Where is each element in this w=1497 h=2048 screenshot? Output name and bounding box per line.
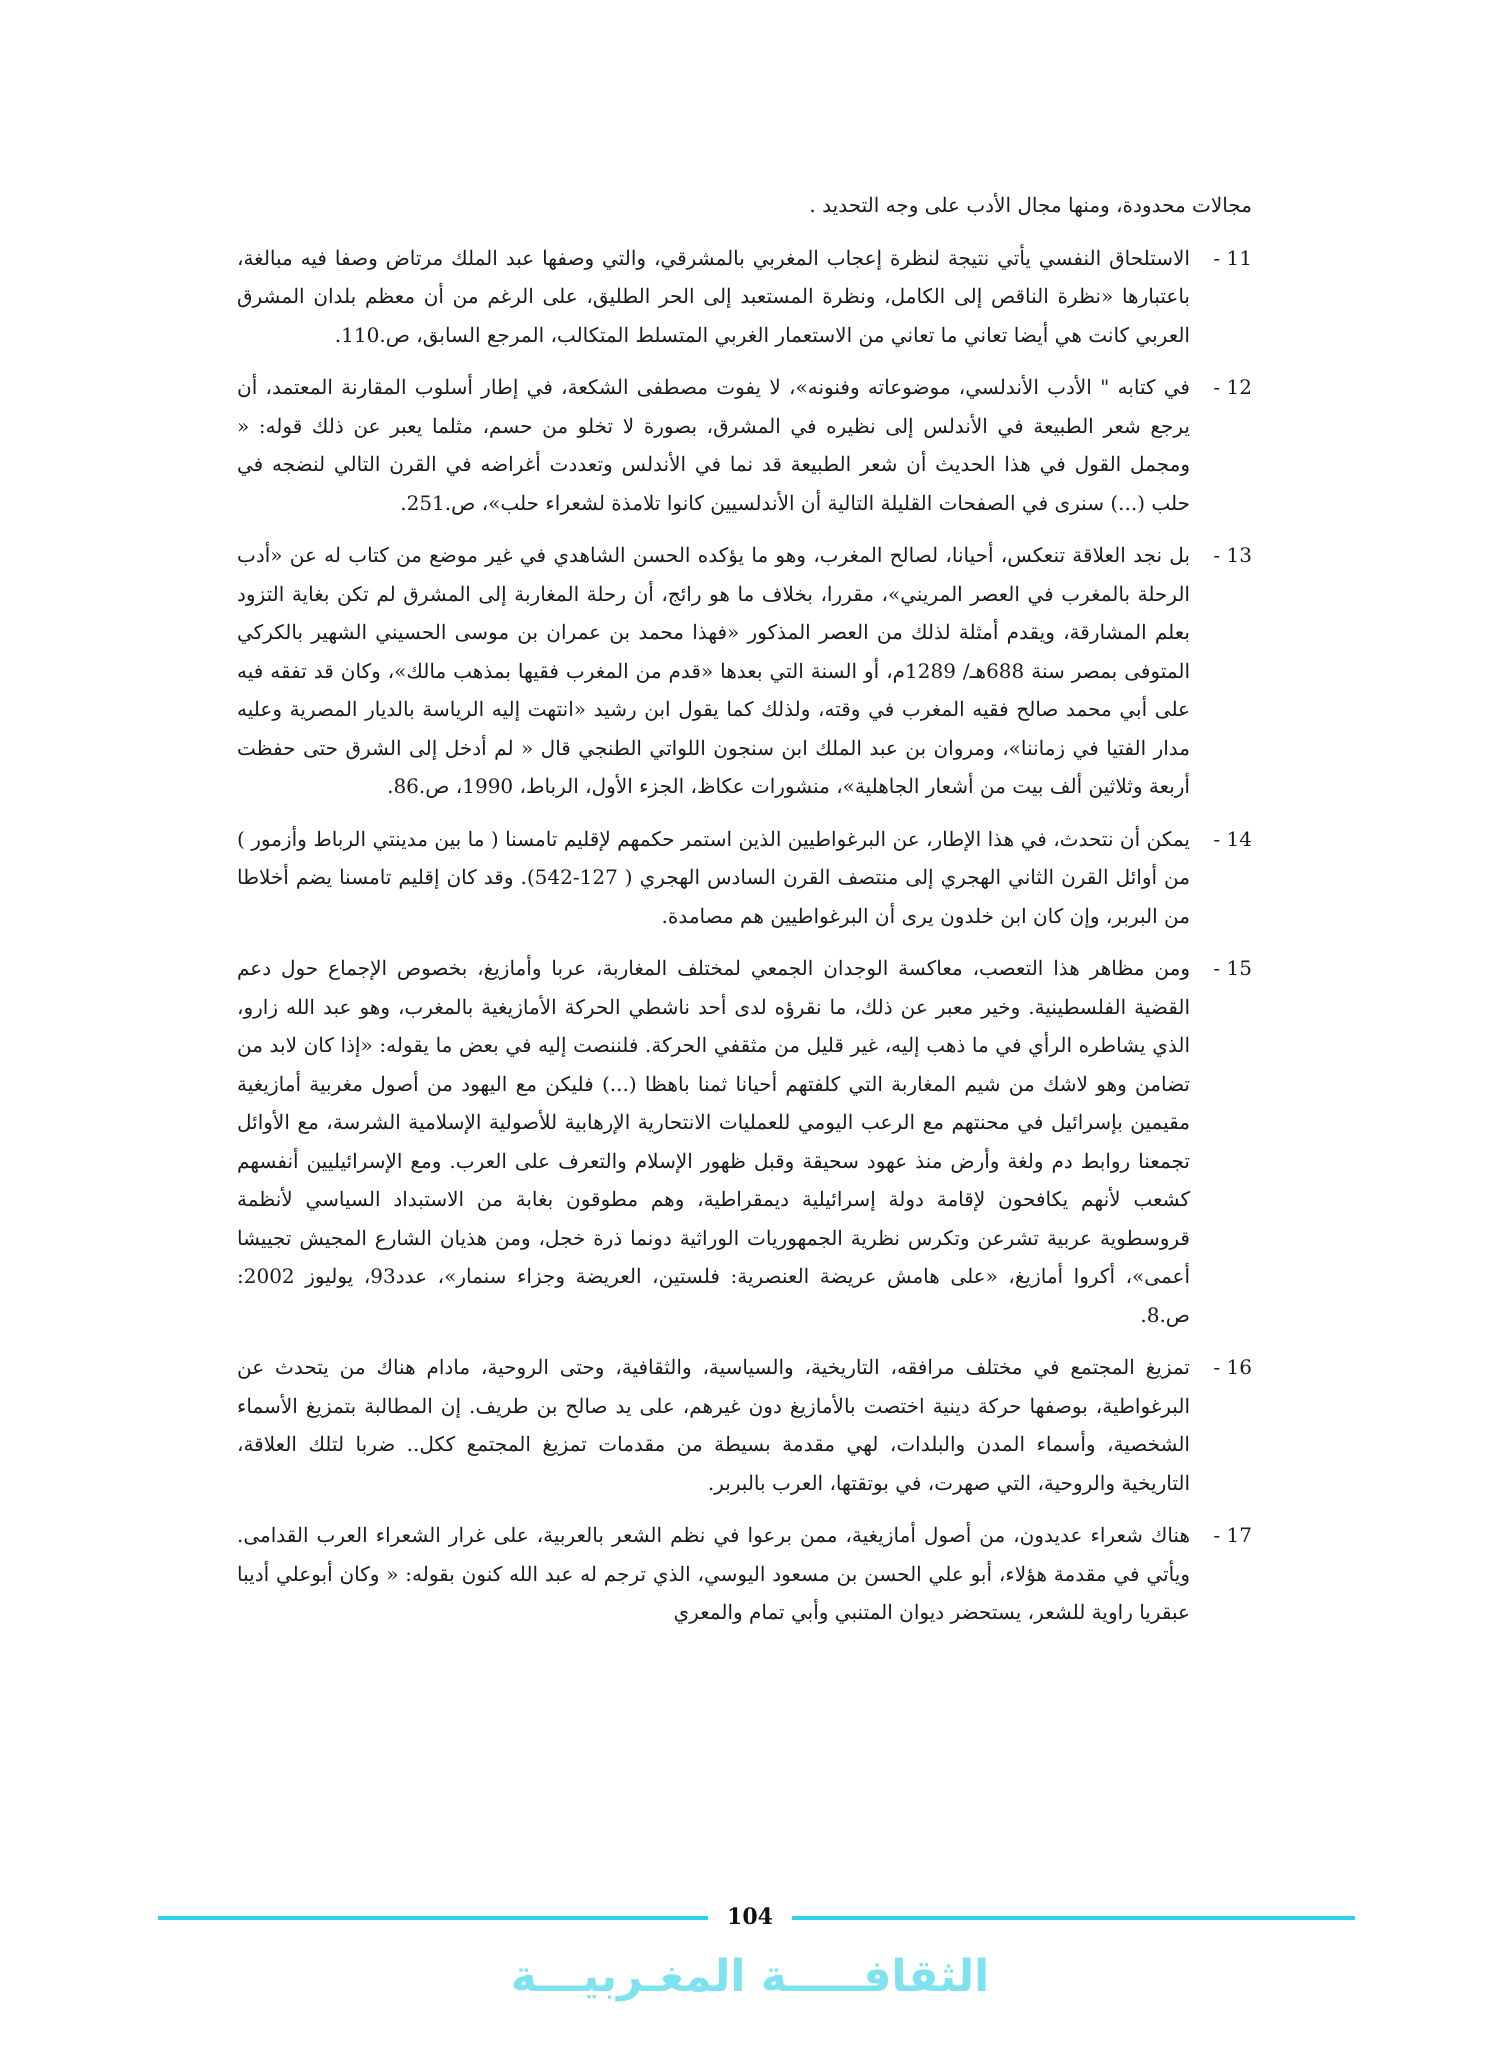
endnote-text: تمزيغ المجتمع في مختلف مرافقه، التاريخية، والسياسية، والثقافية، وحتى الروحية، مادام هناك من يتحدث عن البرغواطية، بوصفها حركة دينية اختصت بالأمازيغ دون غيرهم، على يد صالح بن طريف. إن المطالبة بتمزيغ الأسماء الشخصية، وأسماء المدن والبلدات، لهي مقدمة بسيطة من مقدمات تمزيغ المجتمع ككل.. ضربا لتلك العلاقة، التاريخية والروحية، التي صهرت، في بوتقتها، العرب بالبربر. [237,1355,1190,1495]
endnote-number: 11 - [1213,245,1252,270]
endnote-number: 14 - [1213,826,1252,851]
endnote-text: في كتابه " الأدب الأندلسي، موضوعاته وفنونه»، لا يفوت مصطفى الشكعة، في إطار أسلوب المقارنة المعتمد، أن يرجع شعر الطبيعة في الأندلس إلى نظيره في المشرق، بصورة لا تخلو من حسم، مثلما يعبر عن ذلك قوله: « ومجمل القول في هذا الحديث أن شعر الطبيعة قد نما في الأندلس وتعددت أغراضه في القرن التالي لنضجه في حلب (...) سنرى في الصفحات القليلة التالية أن الأندلسيين كانوا تلامذة لشعراء حلب»، ص.251. [237,375,1190,515]
page-footer [0,1900,1497,2040]
endnote-12 [237,368,1252,522]
endnote-13 [237,536,1252,806]
magazine-title: الثقافـــــة المغـربيـــة [510,1951,990,2002]
note-continuation: مجالات محدودة، ومنها مجال الأدب على وجه التحديد . [809,193,1252,217]
endnote-number: 17 - [1213,1523,1252,1547]
endnote-text: يمكن أن نتحدث، في هذا الإطار، عن البرغواطيين الذين استمر حكمهم لإقليم تامسنا ( ما بين مدينتي الرباط وأزمور ) من أوائل القرن الثاني الهجري إلى منتصف القرن السادس الهجري ( 127-542). وقد كان إقليم تامسنا يضم أخلاطا من البربر، وإن كان ابن خلدون يرى أن البرغواطيين هم مصامدة. [237,826,1190,928]
page-number: 104 [727,1904,773,1930]
endnote-17 [237,1516,1252,1632]
endnote-number: 15 - [1213,956,1252,980]
endnote-15 [237,949,1252,1334]
footer-rule-right [792,1916,1355,1920]
endnote-number: 16 - [1213,1355,1252,1379]
endnote-text: الاستلحاق النفسي يأتي نتيجة لنظرة إعجاب المغربي بالمشرقي، والتي وصفها عبد الملك مرتاض وصفا فيه مبالغة، باعتبارها «نظرة الناقص إلى الكامل، ونظرة المستعبد إلى الحر الطليق، على الرغم من أن معظم بلدان المشرق العربي كانت هي أيضا تعاني ما تعاني من الاستعمار الغربي المتسلط المتكالب، المرجع السابق، ص.110. [237,245,1190,347]
footer-rule-left [158,1916,708,1920]
endnote-text: ومن مظاهر هذا التعصب، معاكسة الوجدان الجمعي لمختلف المغاربة، عربا وأمازيغ، بخصوص الإجماع حول دعم القضية الفلسطينية. وخير معبر عن ذلك، ما نقرؤه لدى أحد ناشطي الحركة الأمازيغية بالمغرب، وهو عبد الله زارو، الذي يشاطره الرأي في ما ذهب إليه، غير قليل من مثقفي الحركة. فلننصت إليه في بعض ما يقوله: «إذا كان لابد من تضامن وهو لاشك من شيم المغاربة التي كلفتهم أحيانا ثمنا باهظا (...) فليكن مع اليهود من أصول مغربية أمازيغية مقيمين بإسرائيل في محنتهم مع الرعب اليومي للعمليات الانتحارية الإرهابية للأصولية الإسلامية الشرسة، مع الأوائل تجمعنا روابط دم ولغة وأرض منذ عهود سحيقة وقبل ظهور الإسلام والتعرف على العرب. ومع الإسرائيليين أنفسهم كشعب لأنهم يكافحون لإقامة دولة إسرائيلية ديمقراطية، وهم مطوقون بغابة من الاستبداد السياسي لأنظمة قروسطوية عربية تشرعن وتكرس نظرية الجمهوريات الوراثية دونما ذرة خجل، ومن هذيان الشارع المجيش تجييشا أعمى»، أكروا أمازيغ، «على هامش عريضة العنصرية: فلستين، العريضة وجزاء سنمار»، عدد93، يوليوز 2002: ص.8. [237,956,1190,1327]
endnote-number: 13 - [1213,543,1252,567]
endnote-text: بل نجد العلاقة تنعكس، أحيانا، لصالح المغرب، وهو ما يؤكده الحسن الشاهدي في غير موضع من كتاب له عن «أدب الرحلة بالمغرب في العصر المريني»، مقررا، بخلاف ما هو رائج، أن رحلة المغاربة إلى المشرق لم تكن بغاية التزود بعلم المشارقة، ويقدم أمثلة لذلك من العصر المذكور «فهذا محمد بن عمران بن موسى الحسيني الشهير بالكركي المتوفى بمصر سنة 688هـ/ 1289م، أو السنة التي بعدها «قدم من المغرب فقيها بمذهب مالك»، وكان قد تفقه فيه على أبي محمد صالح فقيه المغرب في وقته، ولذلك كما يقول ابن رشيد «انتهت إليه الرياسة بالديار المصرية وعليه مدار الفتيا في زماننا»، ومروان بن عبد الملك ابن سنجون اللواتي الطنجي قال « لم أدخل إلى الشرق حتى حفظت أربعة وثلاثين ألف بيت من أشعار الجاهلية»، منشورات عكاظ، الجزء الأول، الرباط، 1990، ص.86. [237,543,1190,798]
endnote-11 [237,239,1252,355]
endnote-14 [237,820,1252,936]
notes-body [237,186,1252,1646]
endnote-number: 12 - [1213,375,1252,399]
endnote-16 [237,1348,1252,1502]
endnote-text: هناك شعراء عديدون، من أصول أمازيغية، ممن برعوا في نظم الشعر بالعربية، على غرار الشعراء العرب القدامى. ويأتي في مقدمة هؤلاء، أبو علي الحسن بن مسعود اليوسي، الذي ترجم له عبد الله كنون بقوله: « وكان أبوعلي أديبا عبقريا راوية للشعر، يستحضر ديوان المتنبي وأبي تمام والمعري [237,1523,1190,1624]
